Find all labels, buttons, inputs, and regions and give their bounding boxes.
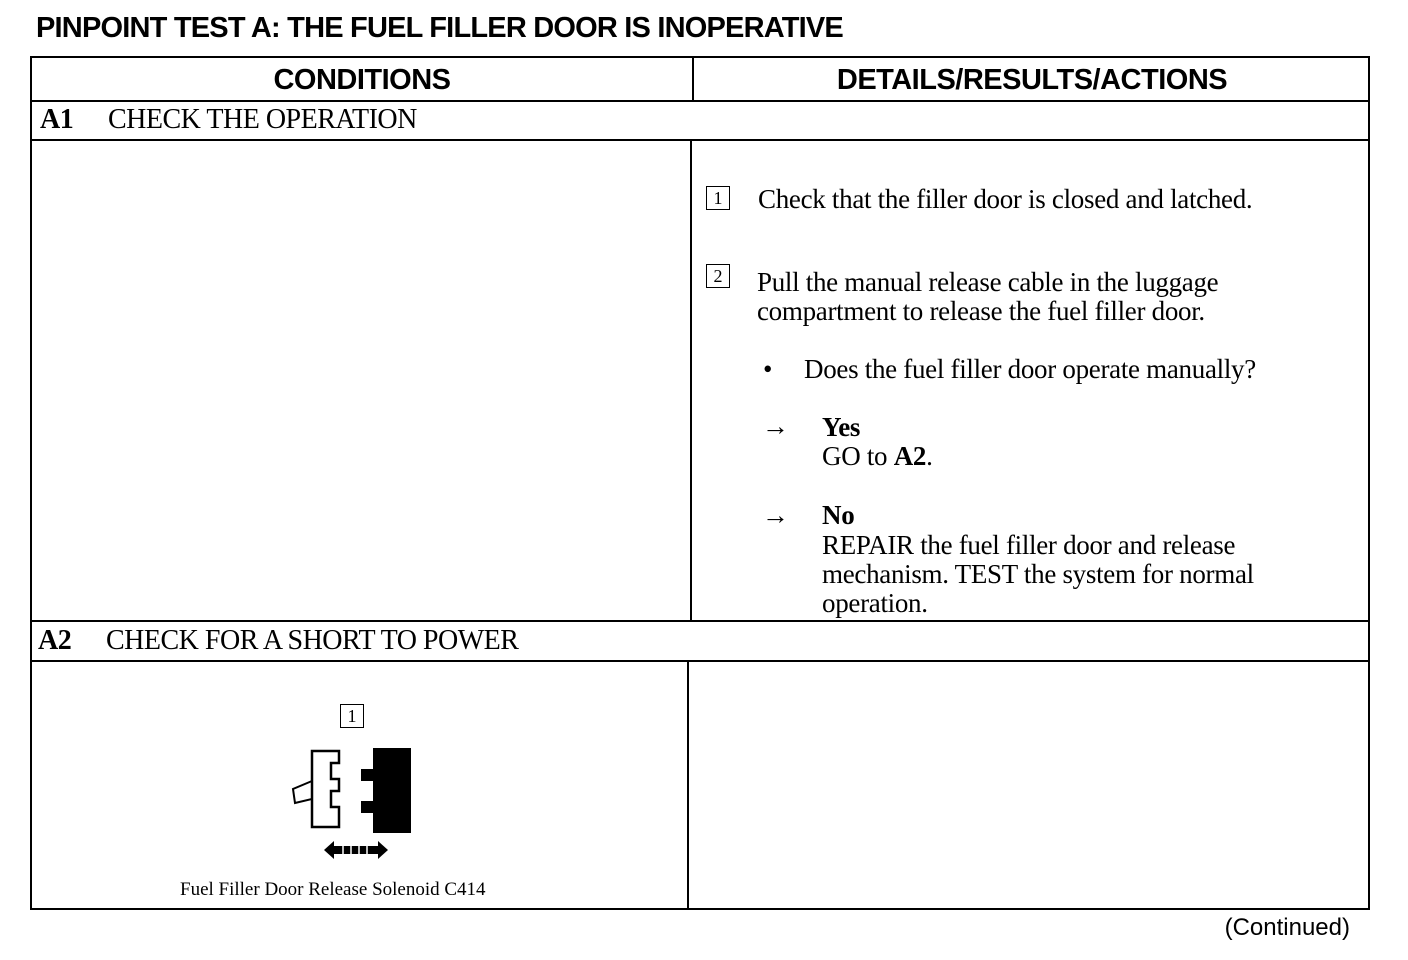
- result-yes-target: A2: [893, 441, 927, 471]
- result-yes-label: Yes: [822, 412, 861, 442]
- connector-disconnect-icon: [287, 743, 417, 863]
- a1-heading-divider: [32, 139, 1368, 141]
- action-number-box: 2: [706, 264, 730, 288]
- step-a2-title: CHECK FOR A SHORT TO POWER: [106, 625, 519, 656]
- arrow-shaft: [334, 846, 378, 854]
- step-a1-id: A1: [40, 104, 74, 135]
- result-no-line-1: REPAIR the fuel filler door and release: [822, 530, 1236, 560]
- result-no-line-3: operation.: [822, 588, 928, 618]
- action-2-line-2: compartment to release the fuel filler door.: [757, 296, 1205, 326]
- result-no-label: No: [822, 500, 855, 530]
- result-no-line-2: mechanism. TEST the system for normal: [822, 559, 1254, 589]
- step-a2-heading: [38, 622, 518, 660]
- connector-latch: [293, 781, 312, 803]
- header-column-divider: [692, 58, 694, 100]
- result-yes-end: .: [926, 441, 933, 471]
- details-header: DETAILS/RESULTS/ACTIONS: [836, 63, 1228, 96]
- connector-half-outline: [312, 751, 339, 827]
- pinpoint-test-table: [30, 56, 1370, 910]
- a2-column-divider: [687, 660, 689, 910]
- page-title: PINPOINT TEST A: THE FUEL FILLER DOOR IS INOPERATIVE: [36, 12, 843, 44]
- a1-column-divider: [690, 139, 692, 620]
- step-a1-title: CHECK THE OPERATION: [108, 104, 417, 135]
- result-yes-text: GO to: [822, 441, 894, 471]
- action-2-line-1: Pull the manual release cable in the luggage: [757, 267, 1219, 297]
- connector-half-solid: [361, 748, 411, 833]
- step-a2-id: A2: [38, 625, 72, 656]
- conditions-header: CONDITIONS: [273, 63, 451, 96]
- action-1-text: Check that the filler door is closed and latched.: [758, 184, 1253, 214]
- bullet: •: [763, 354, 773, 384]
- figure-caption: Fuel Filler Door Release Solenoid C414: [180, 879, 486, 900]
- continued-label: (Continued): [1224, 914, 1350, 941]
- arrow-left: [324, 841, 334, 859]
- question-text: Does the fuel filler door operate manually?: [804, 354, 1256, 384]
- step-a1-heading: [40, 101, 417, 139]
- a2-heading-divider: [32, 660, 1368, 662]
- arrow-icon: →: [762, 411, 789, 441]
- arrow-right: [378, 841, 388, 859]
- figure-number-box: 1: [340, 704, 364, 728]
- action-number-box: 1: [706, 186, 730, 210]
- arrow-icon: →: [762, 500, 789, 530]
- result-yes-action: [822, 442, 933, 471]
